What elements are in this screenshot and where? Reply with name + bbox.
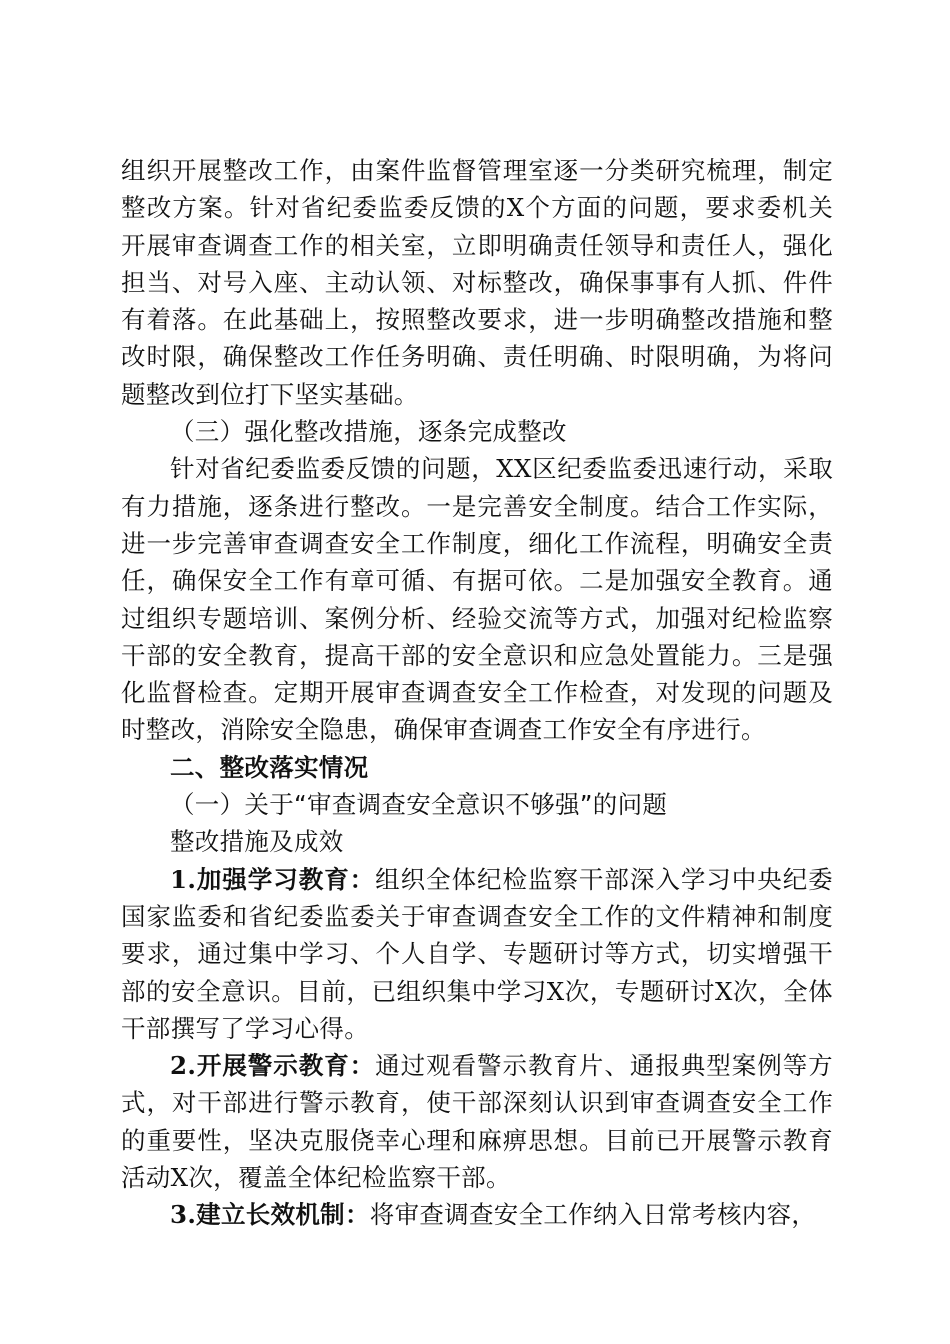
document-body	[121, 152, 833, 1234]
list-item-2-body: 通过观看警示教育片、通报典型案例等方式，对干部进行警示教育，使干部深刻认识到审查调查安全工作的重要性，坚决克服侥幸心理和麻痹思想。目前已开展警示教育活动X次，覆盖全体纪检监察干部。	[121, 1051, 833, 1193]
list-item-1-title: 1.加强学习教育：	[170, 864, 376, 894]
section-heading-2: 二、整改落实情况	[170, 752, 369, 782]
paragraph-intro: 组织开展整改工作，由案件监督管理室逐一分类研究梳理，制定整改方案。针对省纪委监委反馈的X个方面的问题，要求委机关开展审查调查工作的相关室，立即明确责任领导和责任人，强化担当、对号入座、主动认领、对标整改，确保事事有人抓、件件有着落。在此基础上，按照整改要求，进一步明确整改措施和整改时限，确保整改工作任务明确、责任明确、时限明确，为将问题整改到位打下坚实基础。	[121, 156, 833, 409]
subsection-heading-1: （一）关于“审查调查安全意识不够强”的问题	[170, 790, 668, 820]
paragraph-measures: 针对省纪委监委反馈的问题，XX区纪委监委迅速行动，采取有力措施，逐条进行整改。一是完善安全制度。结合工作实际，进一步完善审查调查安全工作制度，细化工作流程，明确安全责任，确保安全工作有章可循、有据可依。二是加强安全教育。通过组织专题培训、案例分析、经验交流等方式，加强对纪检监察干部的安全教育，提高干部的安全意识和应急处置能力。三是强化监督检查。定期开展审查调查安全工作检查，对发现的问题及时整改，消除安全隐患，确保审查调查工作安全有序进行。	[121, 454, 833, 745]
list-item-3-title: 3.建立长效机制：	[170, 1200, 370, 1230]
subheading-measures-results: 整改措施及成效	[170, 827, 344, 857]
section-heading-3: （三）强化整改措施，逐条完成整改	[170, 417, 567, 447]
list-item-2	[121, 1047, 833, 1196]
list-item-1-body: 组织全体纪检监察干部深入学习中央纪委国家监委和省纪委监委关于审查调查安全工作的文件精神和制度要求，通过集中学习、个人自学、专题研讨等方式，切实增强干部的安全意识。目前，已组织集中学习X次，专题研讨X次，全体干部撰写了学习心得。	[121, 864, 833, 1043]
list-item-3-body: 将审查调查安全工作纳入日常考核内容，	[369, 1200, 817, 1230]
list-item-2-title: 2.开展警示教育：	[170, 1051, 376, 1081]
list-item-3	[121, 1196, 833, 1233]
list-item-1	[121, 861, 833, 1047]
